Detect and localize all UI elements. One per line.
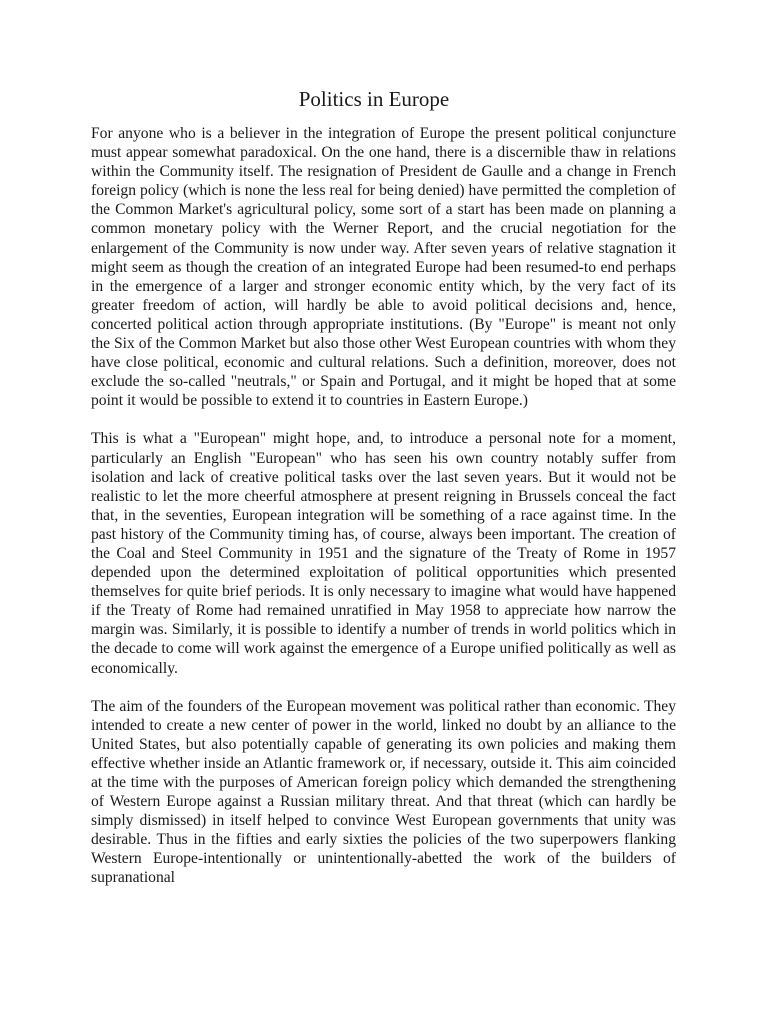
paragraph-2: This is what a "European" might hope, and, to introduce a personal note for a moment, particularly an English "European" who has seen his own country notably suffer from isolation and lack of creative political tasks over the last seven years. But it would not be realistic to let the more cheerful atmosphere at present reigning in Brussels conceal the fact that, in the seventies, European integration will be something of a race against time. In the past history of the Community timing has, of course, always been important. The creation of the Coal and Steel Community in 1951 and the signature of the Treaty of Rome in 1957 depended upon the determined exploitation of political opportunities which presented themselves for quite brief periods. It is only necessary to imagine what would have happened if the Treaty of Rome had remained unratified in May 1958 to appreciate how narrow the margin was. Similarly, it is possible to identify a number of trends in world politics which in the decade to come will work against the emergence of a Europe unified politically as well as economically. (91, 430, 676, 677)
paragraph-3: The aim of the founders of the European movement was political rather than economic. They intended to create a new center of power in the world, linked no doubt by an alliance to the United States, but also potentially capable of generating its own policies and making them effective whether inside an Atlantic framework or, if necessary, outside it. This aim coincided at the time with the purposes of American foreign policy which demanded the strengthening of Western Europe against a Russian military threat. And that threat (which can hardly be simply dismissed) in itself helped to convince West European governments that unity was desirable. Thus in the fifties and early sixties the policies of the two superpowers flanking Western Europe-intentionally or unintentionally-abetted the work of the builders of supranational (91, 697, 676, 887)
document-body (91, 124, 676, 907)
document-title: Politics in Europe (298, 87, 450, 111)
paragraph-1: For anyone who is a believer in the integration of Europe the present political conjuncture must appear somewhat paradoxical. On the one hand, there is a discernible thaw in relations within the Community itself. The resignation of President de Gaulle and a change in French foreign policy (which is none the less real for being denied) have permitted the completion of the Common Market's agricultural policy, some sort of a start has been made on planning a common monetary policy with the Werner Report, and the crucial negotiation for the enlargement of the Community is now under way. After seven years of relative stagnation it might seem as though the creation of an integrated Europe had been resumed-to end perhaps in the emergence of a larger and stronger economic entity which, by the very fact of its greater freedom of action, will hardly be able to avoid political decisions and, hence, concerted political action through appropriate institutions. (By "Europe" is meant not only the Six of the Common Market but also those other West European countries with whom they have close political, economic and cultural relations. Such a definition, moreover, does not exclude the so-called "neutrals," or Spain and Portugal, and it might be hoped that at some point it would be possible to extend it to countries in Eastern Europe.) (91, 125, 676, 410)
